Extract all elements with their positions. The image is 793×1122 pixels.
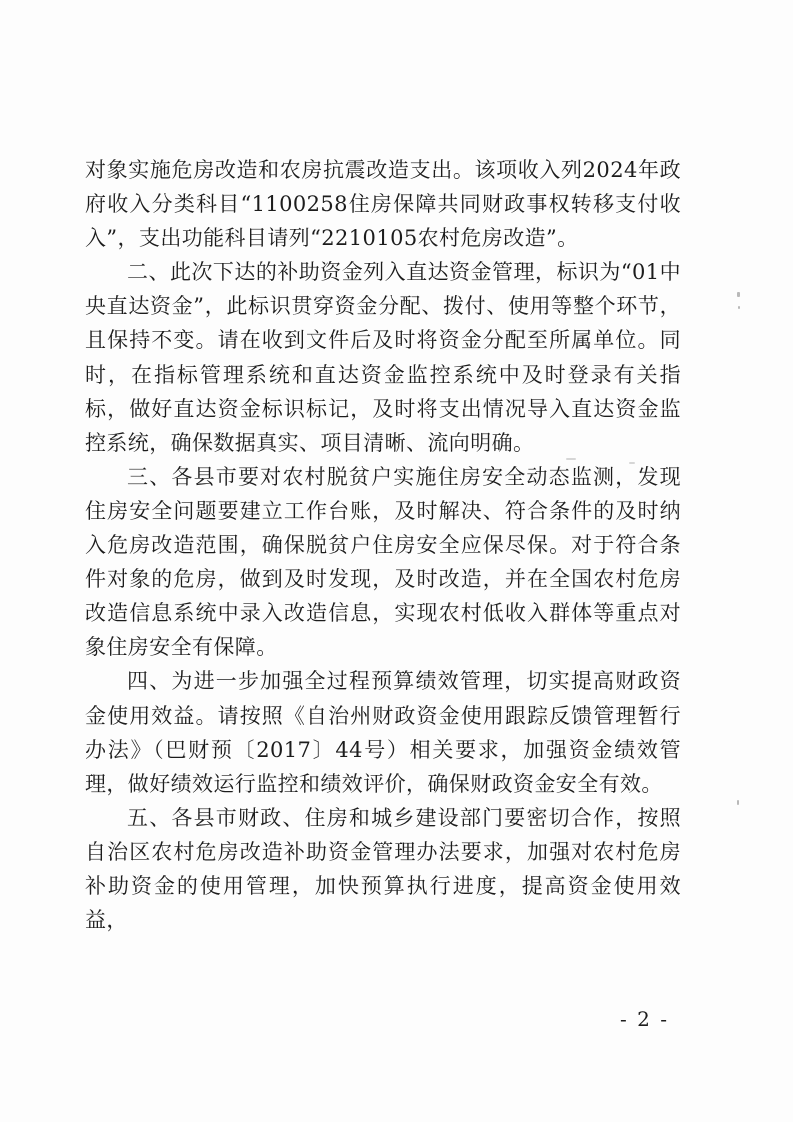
paragraph-4: 四、为进一步加强全过程预算绩效管理，切实提高财政资金使用效益。请按照《自治州财政资金使用跟踪反馈管理暂行办法》（巴财预〔2017〕44号）相关要求，加强资金绩效管理，做好绩效运行监控和绩效评价，确保财政资金安全有效。: [85, 669, 681, 796]
paragraph-2: 二、此次下达的补助资金列入直达资金管理，标识为“01中央直达资金”，此标识贯穿资金分配、拨付、使用等整个环节，且保持不变。请在收到文件后及时将资金分配至所属单位。同时，在指标管理系统和直达资金监控系统中及时登录有关指标，做好直达资金标识标记，及时将支出情况导入直达资金监控系统，确保数据真实、项目清晰、流向明确。: [85, 260, 681, 455]
scan-speck: [566, 458, 576, 460]
scan-speck: [737, 292, 740, 297]
paragraph-3: 三、各县市要对农村脱贫户实施住房安全动态监测，发现住房安全问题要建立工作台账，及时解决、符合条件的及时纳入危房改造范围，确保脱贫户住房安全应保尽保。对于符合条件对象的危房，做到及时发现，及时改造，并在全国农村危房改造信息系统中录入改造信息，实现农村低收入群体等重点对象住房安全有保障。: [85, 464, 681, 660]
scan-speck: [737, 800, 739, 805]
scan-speck: [738, 306, 740, 309]
scan-speck: [629, 462, 635, 464]
document-body: [85, 153, 681, 937]
paragraph-5: 五、各县市财政、住房和城乡建设部门要密切合作，按照自治区农村危房改造补助资金管理办法要求，加强对农村危房补助资金的使用管理，加快预算执行进度，提高资金使用效益，: [85, 805, 681, 933]
paragraph-1: 对象实施危房改造和农房抗震改造支出。该项收入列2024年政府收入分类科目“1100258住房保障共同财政事权转移支付收入”，支出功能科目请列“2210105农村危房改造”。: [85, 158, 681, 251]
page-number: - 2 -: [620, 1007, 669, 1031]
